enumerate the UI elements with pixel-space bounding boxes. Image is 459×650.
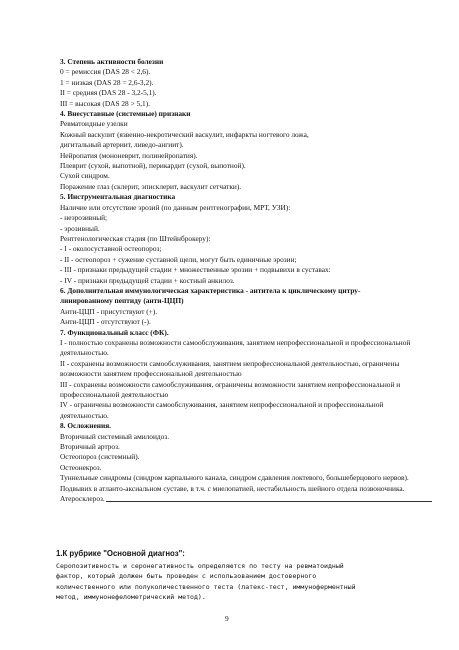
list-item: - IV - признаки предыдущей стадии + костный анкилоз. bbox=[60, 275, 235, 285]
list-item: - II - остеопороз + сужение суставной щели, могут быть единичные эрозии; bbox=[60, 254, 297, 264]
rubric-line: количественного или полуколичественного теста (латекс-тест, иммуноферментный bbox=[56, 582, 356, 591]
section-heading-activity: 3. Степень активности болезни bbox=[60, 57, 164, 66]
list-item: Анти-ЦЦП - присутствуют (+). bbox=[60, 306, 158, 316]
rubric-line: фактор, который должен быть проведен с использованием достоверного bbox=[56, 572, 317, 581]
list-item: Сухой синдром. bbox=[60, 171, 110, 181]
list-item: - эрозивный. bbox=[60, 223, 100, 233]
list-item: Остеонекроз. bbox=[60, 462, 102, 472]
list-item: II - сохранены возможности самообслуживания, занятием непрофессиональной деятельностью, ограничены возможности занятием профессиональной деятельностью bbox=[60, 358, 400, 379]
list-item: Остеопороз (системный). bbox=[60, 452, 140, 462]
list-item: - неэрозивный; bbox=[60, 213, 108, 223]
rubric-line: метод, иммунонефелометрический метод). bbox=[56, 593, 206, 602]
list-item: дигитальный артериит, ливедо-ангиит). bbox=[60, 140, 184, 150]
page-body bbox=[60, 57, 432, 504]
section-heading-functional: 7. Функциональный класс (ФК). bbox=[60, 327, 169, 337]
blank-underline bbox=[106, 501, 432, 502]
list-item: Кожный васкулит (язвенно-некротический васкулит, инфаркты ногтевого ложа, bbox=[60, 129, 309, 139]
section-heading-complications: 8. Осложнения. bbox=[60, 421, 112, 431]
list-item: Вторичный системный амилоидоз. bbox=[60, 431, 170, 441]
list-item: II = средняя (DAS 28 - 3,2-5,1). bbox=[60, 88, 157, 98]
rubric-section bbox=[56, 549, 428, 603]
list-item: Подвывих в атланто-аксиальном суставе, в т.ч. с миелопатией, нестабильность шейного отдела позвоночника. bbox=[60, 483, 405, 493]
list-item: Вторичный артроз. bbox=[60, 442, 120, 452]
section-heading-immuno-cont: линированному пептиду (анти-ЦЦП) bbox=[60, 296, 184, 306]
list-item: - III - признаки предыдущей стадии + множественные эрозии + подвывихи в суставах: bbox=[60, 265, 331, 275]
page-number: 9 bbox=[225, 614, 229, 623]
list-item: Ревматоидные узелки bbox=[60, 119, 128, 129]
list-item: 1 = низкая (DAS 28 = 2,6-3,2). bbox=[60, 77, 154, 87]
list-item: 0 = ремиссия (DAS 28 < 2,6). bbox=[60, 67, 151, 77]
list-item: I - полностью сохранены возможности самообслуживания, занятием непрофессиональной и профессиональной деятельностью. bbox=[60, 337, 411, 358]
list-item-text: Атеросклероз. bbox=[60, 494, 105, 504]
list-item: Рентгенологическая стадия (по Штейнброкеру): bbox=[60, 233, 211, 243]
section-heading-instrumental: 5. Инструментальная диагностика bbox=[60, 192, 176, 202]
list-item: Туннельные синдромы (синдром карпального канала, синдром сдавления локтевого, большеберцового нервов). bbox=[60, 473, 409, 483]
list-item: Анти-ЦЦП - отсутствуют (-). bbox=[60, 317, 151, 327]
list-item: Плеврит (сухой, выпотной), перикардит (сухой, выпотной). bbox=[60, 161, 246, 171]
list-item: III = высокая (DAS 28 > 5,1). bbox=[60, 98, 151, 108]
rubric-line: Серопозитивность и серонегативность определяются по тесту на ревматоидный bbox=[56, 561, 344, 570]
list-item: IV - ограничены возможности самообслуживания, занятием непрофессиональной и профессиональной деятельностью. bbox=[60, 400, 384, 420]
list-item: Нейропатия (мононеврит, полинейропатия). bbox=[60, 150, 198, 160]
list-item-last bbox=[60, 494, 432, 504]
section-heading-extra: 4. Внесуставные (системные) признаки bbox=[60, 109, 191, 119]
list-item: Поражение глаз (склерит, эписклерит, васкулит сетчатки). bbox=[60, 181, 242, 191]
rubric-heading: 1.К рубрике "Основной диагноз": bbox=[56, 549, 185, 558]
list-item: - I - околосуставной остеопороз; bbox=[60, 244, 162, 254]
section-heading-immuno: 6. Дополнительная иммунологическая характеристика - антитела к циклическому цитру- bbox=[60, 285, 361, 295]
list-item: III - сохранены возможности самообслуживания, ограничены возможности занятием непрофессиональной и профессиональной деятельностью bbox=[60, 379, 401, 399]
rubric-body bbox=[56, 561, 428, 603]
list-item: Наличие или отсутствие эрозий (по данным рентгенографии, МРТ, УЗИ): bbox=[60, 202, 291, 212]
